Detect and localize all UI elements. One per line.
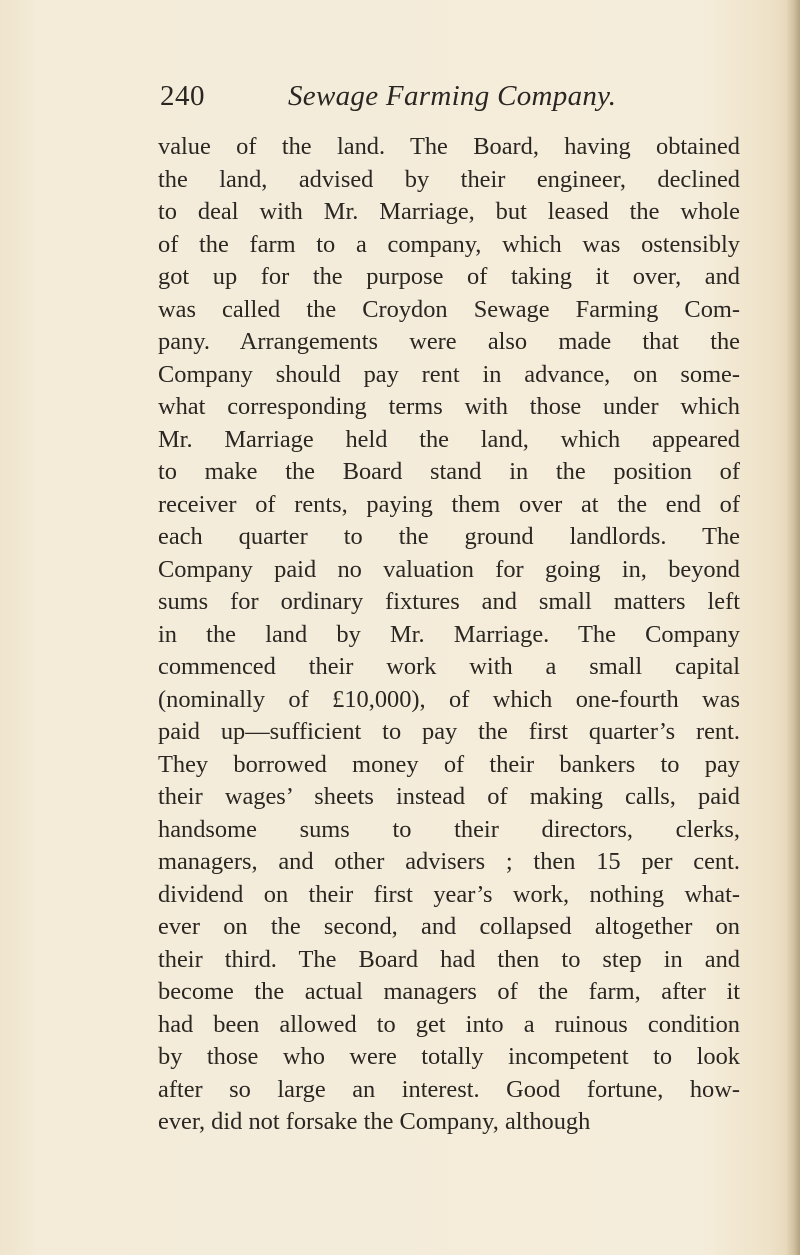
text-line: They borrowed money of their bankers to pay xyxy=(158,750,740,778)
text-line: after so large an interest. Good fortune, how- xyxy=(158,1075,740,1103)
text-line: ever on the second, and collapsed altogether on xyxy=(158,913,740,940)
text-line: what corresponding terms with those under which xyxy=(158,393,740,420)
text-line: paid up—sufficient to pay the first quarter’s rent. xyxy=(158,718,740,745)
text-line: pany. Arrangements were also made that the xyxy=(158,328,740,355)
text-line: to deal with Mr. Marriage, but leased the whole xyxy=(158,198,740,225)
text-line: sums for ordinary fixtures and small matters left xyxy=(158,588,740,615)
text-line: had been allowed to get into a ruinous condition xyxy=(158,1010,740,1038)
text-line: receiver of rents, paying them over at the end of xyxy=(158,490,740,518)
text-line: their wages’ sheets instead of making calls, paid xyxy=(158,783,740,810)
text-line: of the farm to a company, which was ostensibly xyxy=(158,230,740,258)
text-line: by those who were totally incompetent to look xyxy=(158,1043,740,1070)
text-line: Company should pay rent in advance, on some- xyxy=(158,360,740,388)
text-line: was called the Croydon Sewage Farming Com- xyxy=(158,295,740,323)
page-number: 240 xyxy=(160,80,205,112)
text-line: value of the land. The Board, having obtained xyxy=(158,133,740,160)
text-line: become the actual managers of the farm, after it xyxy=(158,978,740,1005)
text-line: managers, and other advisers ; then 15 per cent. xyxy=(158,848,740,875)
text-line: dividend on their first year’s work, nothing what- xyxy=(158,880,740,908)
page-edge-shadow xyxy=(786,0,800,1255)
text-line: (nominally of £10,000), of which one-fourth was xyxy=(158,685,740,713)
text-line: Mr. Marriage held the land, which appeared xyxy=(158,425,740,453)
text-line: each quarter to the ground landlords. The xyxy=(158,523,740,550)
text-line: ever, did not forsake the Company, although xyxy=(158,1108,591,1135)
text-line: got up for the purpose of taking it over, and xyxy=(158,263,740,290)
text-line: to make the Board stand in the position of xyxy=(158,458,740,485)
text-line: their third. The Board had then to step in and xyxy=(158,945,740,973)
page-header xyxy=(160,76,640,116)
text-line: commenced their work with a small capital xyxy=(158,653,740,680)
text-line: in the land by Mr. Marriage. The Company xyxy=(158,620,740,648)
text-line: Company paid no valuation for going in, beyond xyxy=(158,555,740,583)
body-paragraph xyxy=(158,131,740,1139)
text-line: the land, advised by their engineer, declined xyxy=(158,165,740,193)
running-title: Sewage Farming Company. xyxy=(288,80,617,112)
text-line: handsome sums to their directors, clerks, xyxy=(158,815,740,843)
